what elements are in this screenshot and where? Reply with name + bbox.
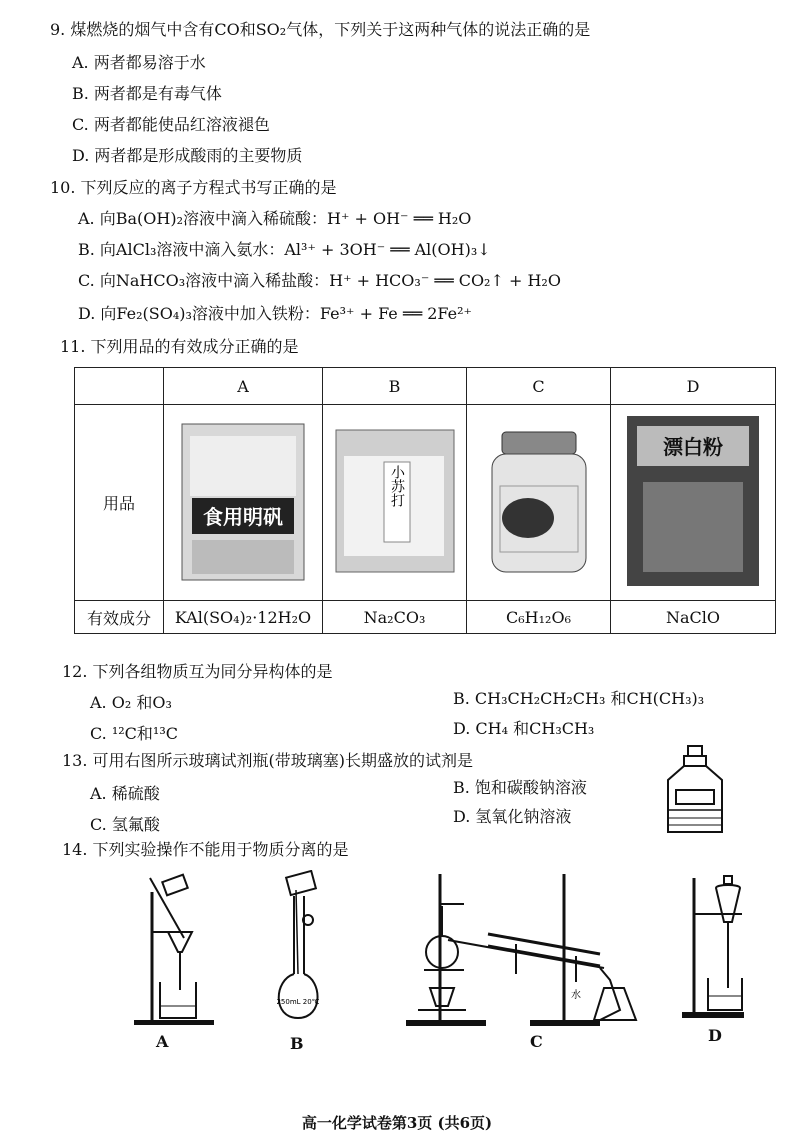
q9-option-d: D. 两者都是形成酸雨的主要物质	[72, 146, 303, 165]
q14-label-a: A	[156, 1032, 169, 1051]
q13-option-a: A. 稀硫酸	[90, 784, 160, 803]
q11-table	[74, 367, 776, 634]
q9-option-a: A. 两者都易溶于水	[72, 53, 206, 72]
q9-stem: 9. 煤燃烧的烟气中含有CO和SO₂气体，下列关于这两种气体的说法正确的是	[50, 20, 591, 39]
q12-option-a: A. O₂ 和O₃	[90, 693, 172, 712]
separatory-funnel-image	[682, 870, 752, 1020]
q9-option-b: B. 两者都是有毒气体	[72, 84, 222, 103]
bleach-label: 漂白粉	[663, 434, 723, 459]
q11-header-d: D	[611, 368, 776, 405]
q11-photo-d	[611, 405, 776, 601]
q13-option-d: D. 氢氧化钠溶液	[453, 807, 572, 826]
q11-header-b: B	[323, 368, 467, 405]
q11-header-blank	[75, 368, 164, 405]
bleach-powder-image	[623, 412, 763, 590]
baking-soda-image	[334, 426, 456, 576]
q10-option-c: C. 向NaHCO₃溶液中滴入稀盐酸：H⁺ + HCO₃⁻ ══ CO₂↑ + H₂O	[78, 271, 561, 290]
q12-option-c: C. ¹²C和¹³C	[90, 724, 178, 743]
q13-option-c: C. 氢氟酸	[90, 815, 160, 834]
q11-row-label-component: 有效成分	[75, 601, 164, 634]
q13-stem: 13. 可用右图所示玻璃试剂瓶(带玻璃塞)长期盛放的试剂是	[62, 751, 474, 770]
q14-label-b: B	[290, 1034, 304, 1053]
q11-row-label-item: 用品	[75, 405, 164, 601]
q11-header-c: C	[467, 368, 611, 405]
q11-photo-b	[323, 405, 467, 601]
distillation-apparatus-image	[404, 870, 644, 1030]
q12-option-b: B. CH₃CH₂CH₂CH₃ 和CH(CH₃)₃	[453, 689, 705, 708]
q11-stem: 11. 下列用品的有效成分正确的是	[60, 337, 299, 356]
q10-stem: 10. 下列反应的离子方程式书写正确的是	[50, 178, 337, 197]
volumetric-flask-image	[268, 870, 328, 1022]
q9-option-c: C. 两者都能使品红溶液褪色	[72, 115, 270, 134]
soda-label: 小苏打	[388, 464, 405, 507]
q14-label-c: C	[530, 1032, 543, 1051]
q11-photo-c	[467, 405, 611, 601]
q10-option-a: A. 向Ba(OH)₂溶液中滴入稀硫酸：H⁺ + OH⁻ ══ H₂O	[78, 209, 472, 228]
q10-option-b: B. 向AlCl₃溶液中滴入氨水：Al³⁺ + 3OH⁻ ══ Al(OH)₃↓	[78, 240, 491, 259]
q14-label-d: D	[708, 1026, 722, 1045]
q11-component-c: C₆H₁₂O₆	[467, 601, 611, 634]
reagent-bottle-icon	[662, 744, 728, 836]
q12-stem: 12. 下列各组物质互为同分异构体的是	[62, 662, 333, 681]
q13-option-b: B. 饱和碳酸钠溶液	[453, 778, 587, 797]
q14-stem: 14. 下列实验操作不能用于物质分离的是	[62, 840, 349, 859]
alum-bag-image	[176, 416, 310, 586]
alum-label: 食用明矾	[203, 504, 283, 529]
q11-photo-a	[164, 405, 323, 601]
filtration-apparatus-image	[130, 872, 220, 1028]
flask-label: 250mL 20℃	[276, 998, 320, 1006]
q12-option-d: D. CH₄ 和CH₃CH₃	[453, 719, 595, 738]
page-footer: 高一化学试卷第3页 (共6页)	[301, 1114, 493, 1132]
glucose-jar-image	[480, 426, 598, 576]
q11-component-b: Na₂CO₃	[323, 601, 467, 634]
q10-option-d: D. 向Fe₂(SO₄)₃溶液中加入铁粉：Fe³⁺ + Fe ══ 2Fe²⁺	[78, 304, 472, 323]
q11-header-a: A	[164, 368, 323, 405]
q11-component-d: NaClO	[611, 601, 776, 634]
water-label: 水	[571, 990, 581, 1001]
q11-component-a: KAl(SO₄)₂·12H₂O	[164, 601, 323, 634]
